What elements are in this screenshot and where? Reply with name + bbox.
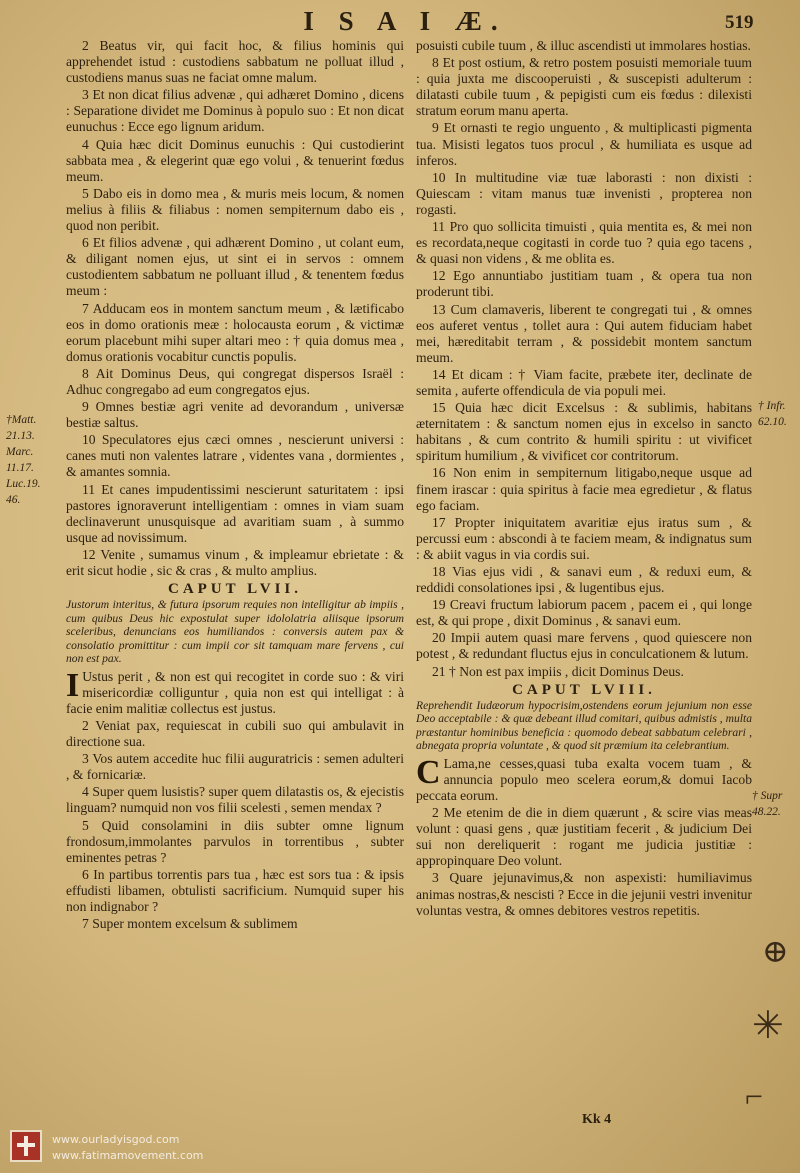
pencil-stroke-mark-icon: ⌐ [745, 1078, 764, 1114]
verse-paragraph: 2 Veniat pax, requiescat in cubili suo qui ambulavit in directione sua. [66, 717, 404, 750]
verse-paragraph: 12 Ego annuntiabo justitiam tuam , & opera tua non proderunt tibi. [416, 268, 752, 300]
verse-paragraph: 21 † Non est pax impiis , dicit Dominus Deus. [432, 663, 684, 679]
verse-paragraph: 3 Vos autem accedite huc filii auguratricis : semen adulteri , & fornicariæ. [66, 751, 404, 783]
marginal-reference-left [6, 412, 62, 508]
crest-logo-icon [10, 1130, 42, 1162]
verse-paragraph: 5 Quid consolamini in diis subter omne lignum frondosum,immolantes parvulos in torrentibus , subter eminentes petras ? [66, 817, 404, 865]
left-column [66, 38, 404, 1130]
verse-paragraph: 9 Omnes bestiæ agri venite ad devorandum , universæ bestiæ saltus. [66, 399, 404, 431]
verse-paragraph: 2 Beatus vir, qui facit hoc, & filius hominis qui apprehendet istud : custodiens sabbatum ne polluat illud , custodiens manus suas ne faciat omne malum. [66, 38, 404, 86]
chapter-first-paragraph: Lama,ne cesses,quasi tuba exalta vocem tuam , & annuncia populo meo scelera eorum,& domui Iacob peccata eorum. [416, 755, 752, 803]
verse-paragraph: 11 Pro quo sollicita timuisti , quia mentita es, & mei non es recordata,neque cogitasti in corde tuo ? quia ego tacens , & quasi non videns , & me oblita es. [416, 219, 752, 267]
marginal-reference-line: Luc.19. [6, 478, 41, 490]
marginal-reference-right-top [758, 398, 800, 430]
chapter-opening [66, 666, 404, 717]
verse-paragraph: 5 Dabo eis in domo mea , & muris meis locum, & nomen melius à filiis & filiabus : nomen sempiternum dabo eis , quod non peribit. [66, 185, 404, 234]
pencil-cross-mark-icon: ⊕ [762, 933, 789, 969]
verse-paragraph: 2 Me etenim de die in diem quærunt , & scire vias meas volunt : quasi gens , quæ justitiam fecerit , & judicium Dei sui non dereliquerit : rogant me judicia justitiæ : appropinquare Deo volunt. [416, 805, 752, 869]
marginal-reference-line: †Matt. [6, 414, 37, 426]
verse-paragraph: 10 In multitudine viæ tuæ laborasti : non dixisti : Quiescam : vitam manus tuæ invenisti , propterea non rogasti. [416, 169, 752, 217]
verse-paragraph: 7 Super montem excelsum & sublimem [82, 916, 298, 932]
verse-paragraph: 4 Quia hæc dicit Dominus eunuchis : Qui custodierint sabbata mea , & elegerint quæ ego volui , & tenuerint fœdus meum. [66, 136, 404, 184]
page-header [0, 6, 800, 38]
verse-paragraph: 16 Non enim in sempiternum litigabo,neque usque ad finem irascar : quia spiritus à facie mea egredietur , & flatus ego faciam. [416, 465, 752, 513]
verse-paragraph: 19 Creavi fructum labiorum pacem , pacem ei , qui longe est, & qui prope , dixit Dominus , & sanavi eum. [416, 597, 752, 629]
verse-paragraph: 9 Et ornasti te regio unguento , & multiplicasti pigmenta tua. Misisti legatos tuos procul , & humiliata es usque ad inferos. [416, 120, 752, 168]
verse-paragraph: 3 Quare jejunavimus,& non aspexisti: humiliavimus animas nostras,& nescisti ? Ecce in die jejunii vestri invenitur voluntas vestra, & omnes debitores vestros repetitis. [416, 870, 752, 918]
chapter-first-paragraph: Ustus perit , & non est qui recogitet in corde suo : & viri misericordiæ colliguntur , quia non est qui intelligat : à facie enim malitiæ collectus est justus. [66, 668, 404, 716]
verse-paragraph: 18 Vias ejus vidi , & sanavi eum , & reduxi eum, & reddidi consolationes ipsi , & lugentibus ejus. [416, 564, 752, 596]
verse-paragraph: 6 In partibus torrentis pars tua , hæc est sors tua : & ipsis effudisti libamen, obtulisti sacrificium. Numquid super his non indignabor ? [66, 866, 404, 914]
verse-paragraph: 10 Speculatores ejus cæci omnes , nescierunt universi : canes muti non valentes latrare , videntes vana , dormientes , & amantes somnia. [66, 432, 404, 480]
verse-paragraph: posuisti cubile tuum , & illuc ascendisti ut immolares hostias. [416, 38, 751, 53]
marginal-reference-line: † Supr [752, 790, 783, 802]
crest-icon [12, 1132, 40, 1160]
marginal-reference-line: Marc. [6, 446, 34, 458]
chapter-summary: Reprehendit Iudæorum hypocrisim,ostendens eorum jejunium non esse Deo acceptabile : & quæ debeant illud comitari, quibus admistis , multa præstantur hominibus beneficia : quomodo debeat sabbatum celebrari , abnegata propria voluntate , & quod sit præmium ita celebrantium. [416, 698, 752, 753]
page-number: 519 [725, 12, 754, 33]
marginal-reference-right-bottom [752, 788, 798, 820]
signature-mark: Kk 4 [582, 1112, 612, 1127]
chapter-heading: CAPUT LVII. [167, 581, 303, 598]
marginal-reference-line: 48.22. [752, 806, 781, 818]
marginal-reference-line: 11.17. [6, 462, 34, 474]
watermark-url[interactable]: www.fatimamovement.com [52, 1149, 204, 1162]
verse-paragraph: 15 Quia hæc dicit Excelsus : & sublimis, habitans æternitatem : & sanctum nomen ejus in excelso in sancto habitans , & cum contrito & humili spiritu : ut vivificet spiritum humilium , & vivificet cor contritorum. [416, 400, 752, 464]
chapter-summary: Justorum interitus, & futura ipsorum requies non intelligitur ab impiis , cum quibus Deus hic expostulat super idololatria aliisque ipsorum sceleribus, denuncians eos humiliandos : conversis autem pax & consolatio promittitur : cum impii cor sit tamquam mare fervens , cui non est pax. [66, 598, 404, 666]
marginal-reference-line: 46. [6, 494, 21, 506]
verse-paragraph: 6 Et filios advenæ , qui adhærent Domino , ut colant eum, & diligant nomen ejus, ut sint ei in servos : omnem custodientem sabbatum ne polluant illud , & tenentem fœdus meum : [66, 235, 404, 299]
drop-cap: I [66, 666, 80, 704]
verse-paragraph: 4 Super quem lusistis? super quem dilatastis os, & ejecistis linguam? numquid non vos filii scelesti , semen mendax ? [66, 784, 404, 816]
verse-paragraph: 13 Cum clamaveris, liberent te congregati tui , & omnes eos auferet ventus , tollet aura : Qui autem fiduciam habet mei, hæreditabit terram , & possidebit montem sanctum meum. [416, 301, 752, 365]
marginal-reference-line: † Infr. [758, 400, 786, 412]
pencil-star-mark-icon: ✳ [752, 1005, 784, 1047]
watermark-url[interactable]: www.ourladyisgod.com [52, 1133, 180, 1146]
verse-paragraph: 8 Et post ostium, & retro postem posuisti memoriale tuum : quia juxta me discooperuisti , & suscepisti adulterum : dilatasti cubile tuum , & pepigisti cum eis fœdus : dilexisti stratum eorum manu aperta. [416, 55, 752, 119]
running-title: I S A I Æ. [303, 6, 507, 36]
verse-paragraph: 14 Et dicam : † Viam facite, præbete iter, declinate de semita , auferte offendicula de via populi mei. [416, 366, 752, 398]
verse-paragraph: 8 Ait Dominus Deus, qui congregat dispersos Israël : Adhuc congregabo ad eum congregatos ejus. [66, 365, 404, 397]
marginal-reference-line: 62.10. [758, 416, 787, 428]
verse-paragraph: 7 Adducam eos in montem sanctum meum , & lætificabo eos in domo orationis meæ : holocausta eorum , & victimæ eorum placebunt mihi super altari meo : † quia domus mea , domus orationis vocabitur cunctis populis. [66, 300, 404, 364]
right-column [416, 38, 752, 1130]
verse-paragraph: 20 Impii autem quasi mare fervens , quod quiescere non potest , & redundant fluctus ejus in conculcationem & lutum. [416, 630, 752, 662]
verse-paragraph: 3 Et non dicat filius advenæ , qui adhæret Domino , dicens : Separatione dividet me Dominus à populo suo : Et non dicat eunuchus : Ecce ego lignum aridum. [66, 87, 404, 135]
verse-paragraph: 11 Et canes impudentissimi nescierunt saturitatem : ipsi pastores ignoraverunt intelligentiam : omnes in viam suam declinaverunt unusquisque ad avaritiam suam , à summo usque ad novissimum. [66, 481, 404, 545]
site-watermark [6, 1127, 306, 1169]
verse-paragraph: 17 Propter iniquitatem avaritiæ ejus iratus sum , & percussi eum : abscondi à te faciem meam, & indignatus sum : & abiit vagus in via cordis sui. [416, 514, 752, 562]
chapter-heading: CAPUT LVIII. [512, 681, 656, 698]
verse-paragraph: 12 Venite , sumamus vinum , & impleamur ebrietate : & erit sicut hodie , sic & cras , & multo amplius. [66, 546, 404, 578]
drop-cap: C [416, 753, 441, 791]
marginal-reference-line: 21.13. [6, 430, 35, 442]
chapter-opening [416, 753, 752, 804]
